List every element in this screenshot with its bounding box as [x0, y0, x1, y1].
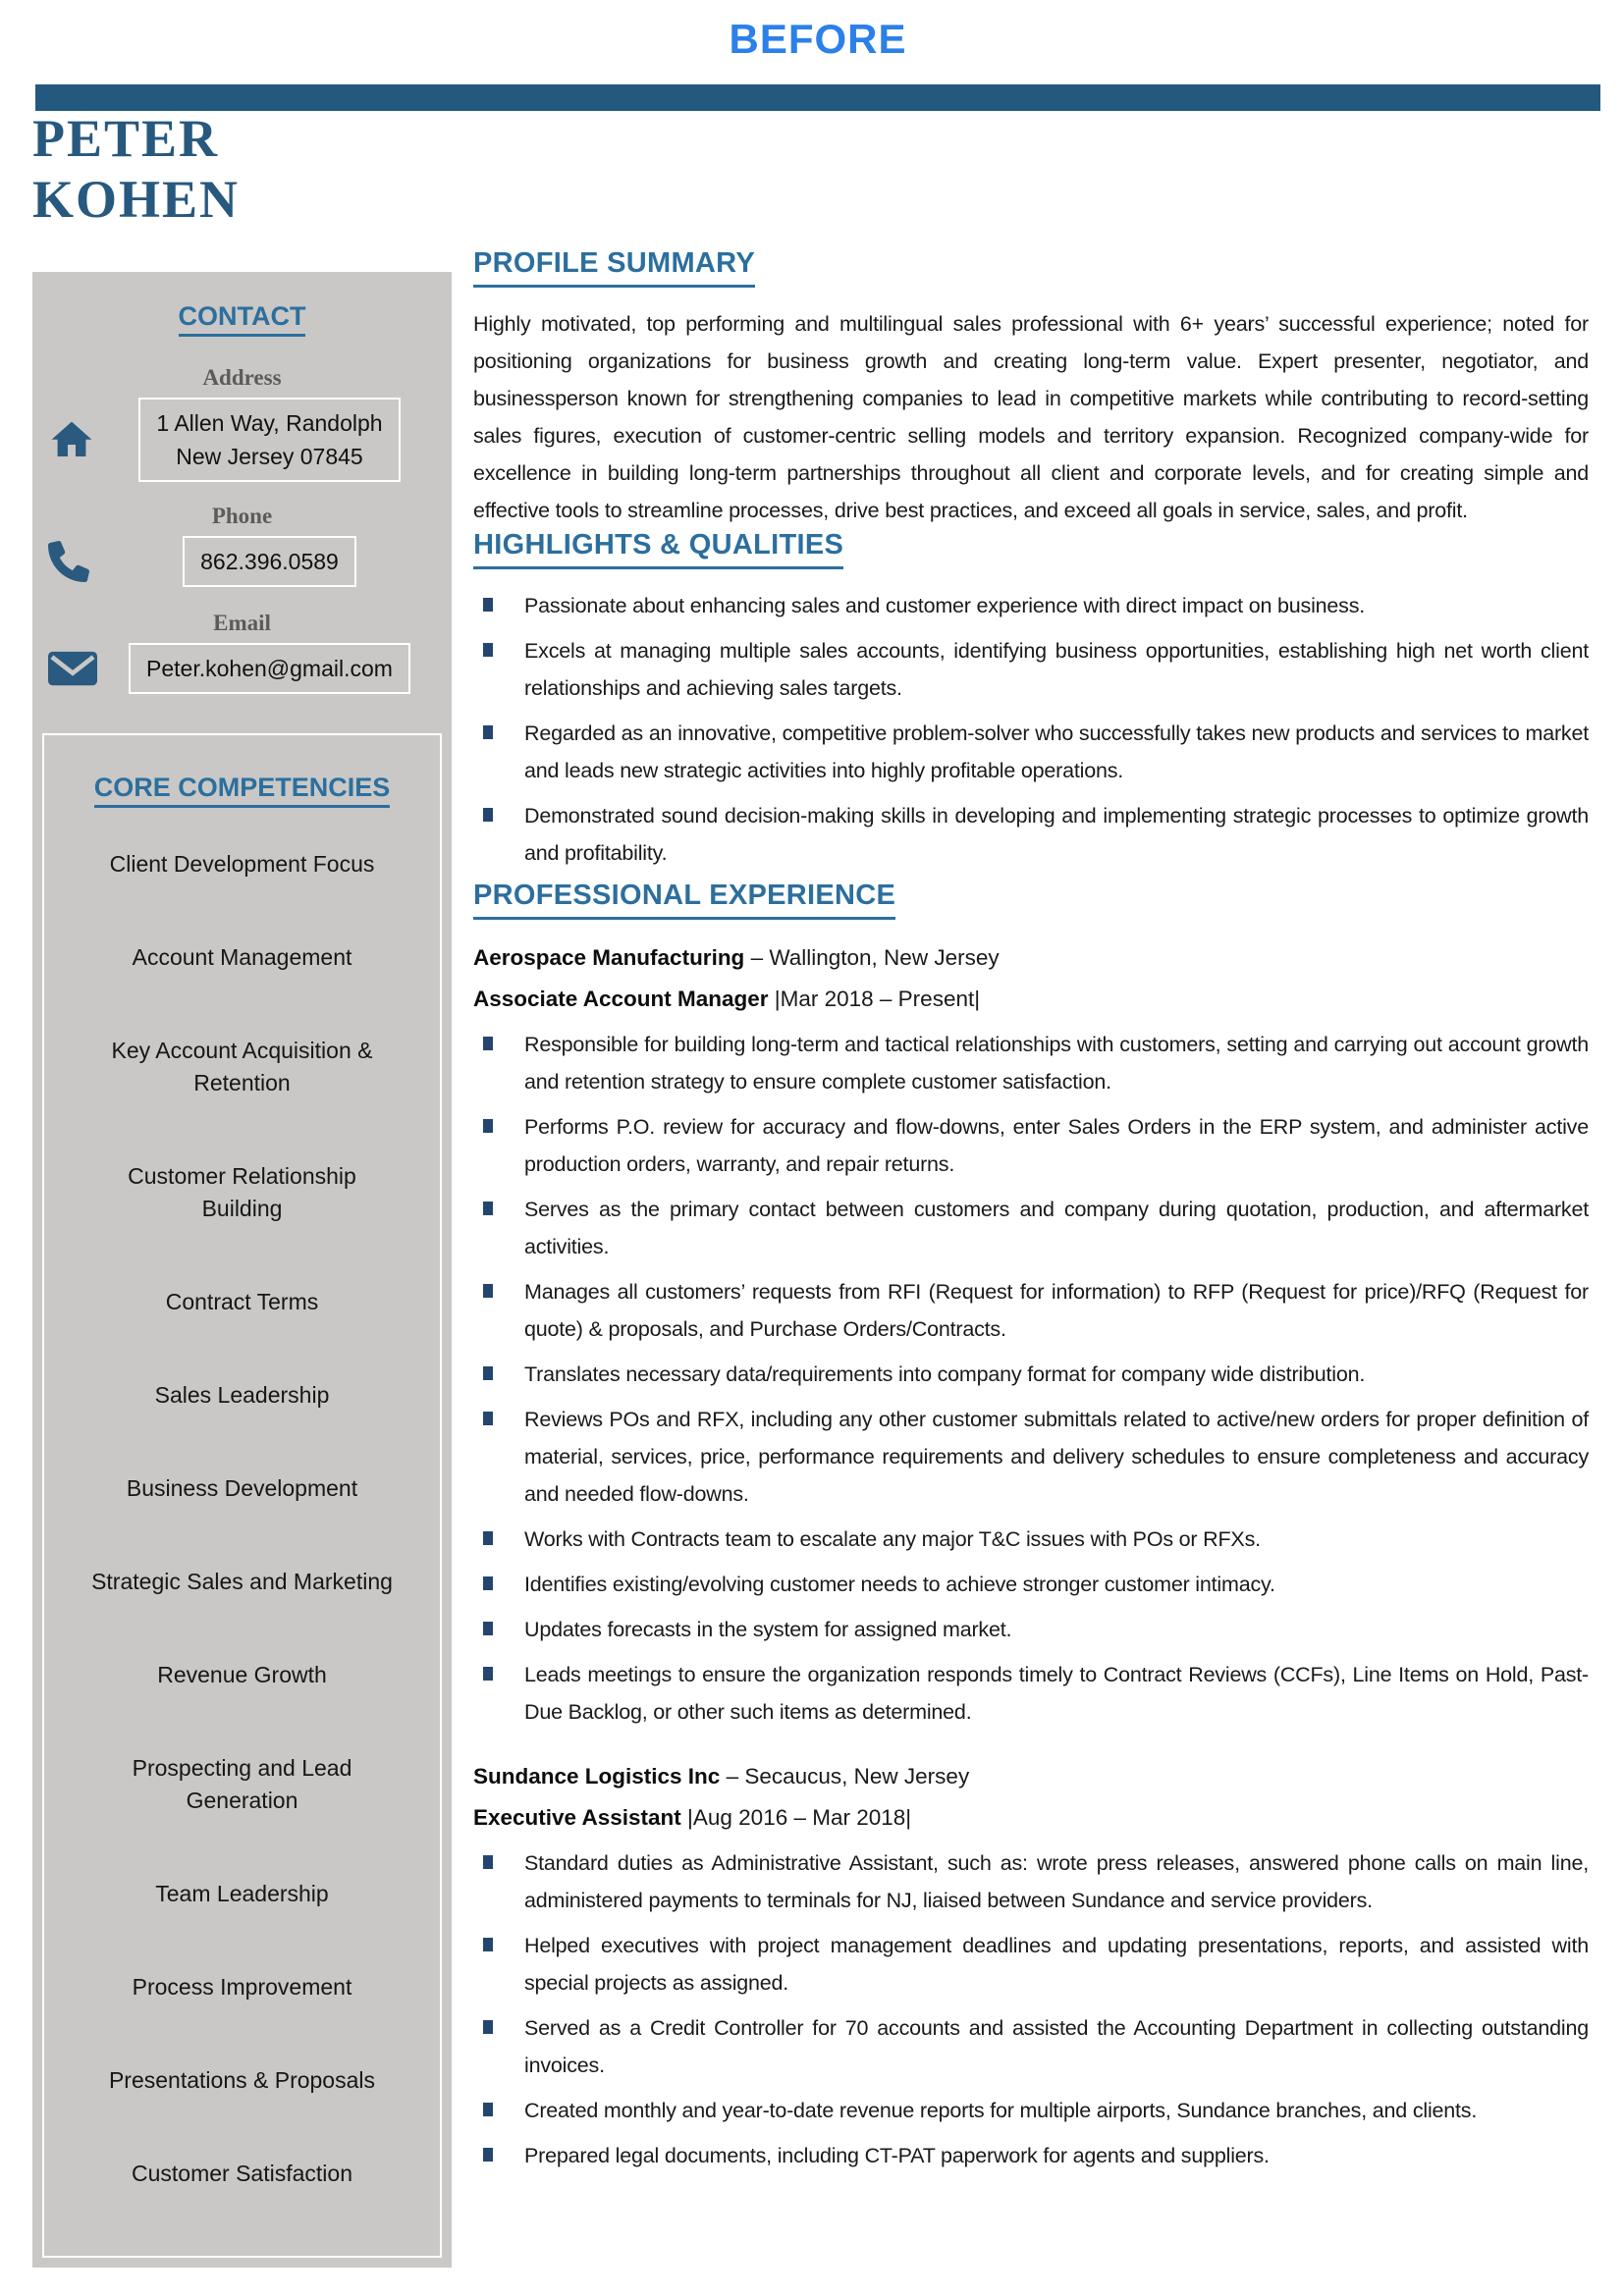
job-bullet-list: [473, 1026, 1589, 1731]
competency-item: Contract Terms: [165, 1289, 319, 1314]
person-name: [32, 108, 240, 230]
job-dates: |Mar 2018 – Present|: [774, 987, 981, 1011]
job-block: [473, 1756, 1589, 2174]
competency-item: Customer Relationship Building: [128, 1163, 356, 1221]
phone-label: Phone: [211, 504, 273, 528]
job-bullet: Standard duties as Administrative Assistant, such as: wrote press releases, answered phone calls on main line, administered payments to terminals for NJ, liaised between Sundance and service providers.: [473, 1844, 1589, 1919]
job-bullet: Prepared legal documents, including CT-PAT paperwork for agents and suppliers.: [473, 2137, 1589, 2174]
competency-item: Presentations & Proposals: [108, 2067, 376, 2093]
address-line-1: 1 Allen Way, Randolph: [156, 410, 383, 436]
job-company: Aerospace Manufacturing: [473, 945, 745, 970]
highlights-list: [473, 587, 1589, 872]
job-location: – Secaucus, New Jersey: [726, 1764, 970, 1789]
competency-item: Revenue Growth: [157, 1662, 327, 1687]
competency-item: Client Development Focus: [109, 851, 375, 877]
job-bullet: Leads meetings to ensure the organization responds timely to Contract Reviews (CCFs), Line Items on Hold, Past-Due Backlog, or other such items as determined.: [473, 1656, 1589, 1731]
job-bullet: Performs P.O. review for accuracy and flow-downs, enter Sales Orders in the ERP system, and administer active production orders, warranty, and repair returns.: [473, 1108, 1589, 1183]
address-row: [32, 398, 452, 482]
competency-item: Business Development: [126, 1475, 358, 1501]
job-bullet: Serves as the primary contact between customers and company during quotation, production, and aftermarket activities.: [473, 1191, 1589, 1265]
competency-item: Prospecting and Lead Generation: [132, 1755, 352, 1813]
job-bullet: Works with Contracts team to escalate any major T&C issues with POs or RFXs.: [473, 1521, 1589, 1558]
email-label: Email: [213, 611, 271, 635]
top-divider-bar: [35, 84, 1600, 111]
job-company-line: [473, 1756, 1589, 1839]
job-bullet: Manages all customers’ requests from RFI (Request for information) to RFP (Request for price)/RFQ (Request for quote) & proposals, and Purchase Orders/Contracts.: [473, 1273, 1589, 1348]
competency-item: Process Improvement: [132, 1974, 352, 2000]
competency-item: Team Leadership: [155, 1881, 329, 1906]
job-bullet: Created monthly and year-to-date revenue reports for multiple airports, Sundance branches, and clients.: [473, 2092, 1589, 2129]
highlight-item: Excels at managing multiple sales accounts, identifying business opportunities, establishing high net worth client relationships and achieving sales targets.: [473, 632, 1589, 707]
profile-summary-heading: PROFILE SUMMARY: [473, 247, 1589, 288]
core-competencies-box: [42, 733, 442, 2258]
phone-icon: [48, 541, 89, 582]
envelope-icon: [48, 650, 97, 687]
email-value-box: Peter.kohen@gmail.com: [129, 643, 410, 694]
main-content: [473, 247, 1589, 2182]
job-bullet: Served as a Credit Controller for 70 accounts and assisted the Accounting Department in collecting outstanding invoices.: [473, 2009, 1589, 2084]
home-icon: [48, 416, 95, 463]
competency-item: Customer Satisfaction: [132, 2161, 352, 2186]
before-banner: BEFORE: [729, 16, 907, 62]
highlights-heading: HIGHLIGHTS & QUALITIES: [473, 529, 1589, 569]
job-company-line: [473, 937, 1589, 1020]
competency-item: Sales Leadership: [154, 1382, 330, 1408]
job-bullet: Helped executives with project management deadlines and updating presentations, reports, and assisted with special projects as assigned.: [473, 1927, 1589, 2002]
first-name: PETER: [32, 109, 220, 168]
job-bullet: Responsible for building long-term and tactical relationships with customers, setting and carrying out account growth and retention strategy to ensure complete customer satisfaction.: [473, 1026, 1589, 1100]
job-dates: |Aug 2016 – Mar 2018|: [687, 1805, 912, 1830]
job-bullet: Updates forecasts in the system for assigned market.: [473, 1611, 1589, 1648]
job-bullet-list: [473, 1844, 1589, 2174]
competency-item: Account Management: [132, 944, 352, 970]
highlight-item: Passionate about enhancing sales and customer experience with direct impact on business.: [473, 587, 1589, 624]
phone-value-box: 862.396.0589: [183, 536, 356, 587]
address-line-2: New Jersey 07845: [176, 444, 363, 469]
profile-summary-text: Highly motivated, top performing and multilingual sales professional with 6+ years’ successful experience; noted for positioning organizations for business growth and creating long-term value. Expert presenter, negotiator, and businessperson known for strengthening companies to lead in competitive markets while contributing to record-setting sales figures, execution of customer-centric selling models and territory expansion. Recognized company-wide for excellence in building long-term partnerships throughout all client and corporate levels, and for creating simple and effective tools to streamline processes, drive best practices, and exceed all goals in service, sales, and profit.: [473, 312, 1589, 522]
address-label: Address: [202, 365, 282, 390]
competency-item: Strategic Sales and Marketing: [91, 1569, 393, 1594]
competency-item: Key Account Acquisition & Retention: [111, 1038, 373, 1095]
experience-heading: PROFESSIONAL EXPERIENCE: [473, 880, 1589, 920]
phone-row: [32, 536, 452, 587]
job-location: – Wallington, New Jersey: [750, 945, 1000, 970]
contact-heading: CONTACT: [32, 301, 452, 332]
email-row: [32, 643, 452, 694]
job-title: Associate Account Manager: [473, 987, 769, 1011]
core-competencies-list: [44, 848, 440, 2190]
job-bullet: Reviews POs and RFX, including any other customer submittals related to active/new orders for proper definition of material, services, price, performance requirements and delivery schedules to ensure completeness and accuracy and needed flow-downs.: [473, 1401, 1589, 1513]
last-name: KOHEN: [32, 170, 241, 229]
sidebar: [32, 272, 452, 2268]
job-block: [473, 937, 1589, 1731]
core-competencies-heading: CORE COMPETENCIES: [44, 773, 440, 803]
highlight-item: Demonstrated sound decision-making skills in developing and implementing strategic processes to optimize growth and profitability.: [473, 797, 1589, 872]
job-title: Executive Assistant: [473, 1805, 681, 1830]
address-value-box: [138, 398, 400, 482]
highlight-item: Regarded as an innovative, competitive problem-solver who successfully takes new products and services to market and leads new strategic activities into highly profitable operations.: [473, 715, 1589, 789]
job-bullet: Identifies existing/evolving customer needs to achieve stronger customer intimacy.: [473, 1566, 1589, 1603]
job-bullet: Translates necessary data/requirements into company format for company wide distribution.: [473, 1356, 1589, 1393]
job-company: Sundance Logistics Inc: [473, 1764, 721, 1789]
